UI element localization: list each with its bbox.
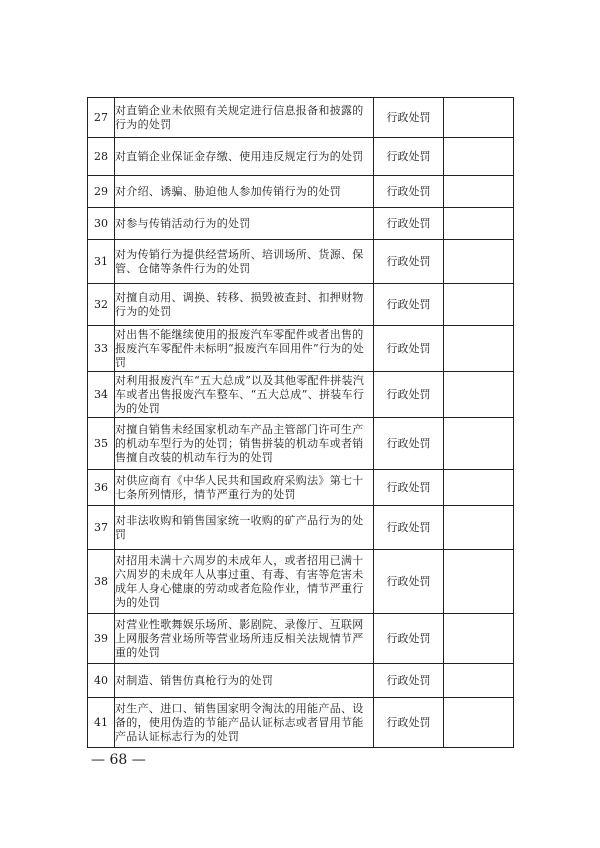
row-number: 39 [88,614,115,664]
power-type: 行政处罚 [374,698,444,748]
row-number: 35 [88,418,115,470]
remarks-cell [444,138,514,176]
remarks-cell [444,614,514,664]
power-type: 行政处罚 [374,138,444,176]
item-description: 对出售不能继续使用的报废汽车零配件或者出售的报废汽车零配件未标明“报废汽车回用件”行为的处罚 [115,326,374,372]
table-row [88,176,514,208]
power-type: 行政处罚 [374,240,444,284]
item-description: 对擅自动用、调换、转移、损毁被查封、扣押财物行为的处罚 [115,284,374,326]
table-row [88,372,514,418]
power-type: 行政处罚 [374,614,444,664]
item-description: 对非法收购和销售国家统一收购的矿产品行为的处罚 [115,506,374,550]
power-type: 行政处罚 [374,284,444,326]
row-number: 36 [88,470,115,506]
row-number: 41 [88,698,115,748]
table-row [88,240,514,284]
row-number: 31 [88,240,115,284]
item-description: 对参与传销活动行为的处罚 [115,208,374,240]
power-type: 行政处罚 [374,664,444,698]
remarks-cell [444,418,514,470]
item-description: 对直销企业保证金存缴、使用违反规定行为的处罚 [115,138,374,176]
power-type: 行政处罚 [374,208,444,240]
item-description: 对招用未满十六周岁的未成年人，或者招用已满十六周岁的未成年人从事过重、有毒、有害等危害未成年人身心健康的劳动或者危险作业，情节严重行为的处罚 [115,550,374,614]
row-number: 37 [88,506,115,550]
remarks-cell [444,176,514,208]
table-row [88,550,514,614]
row-number: 33 [88,326,115,372]
remarks-cell [444,506,514,550]
remarks-cell [444,326,514,372]
table-row [88,664,514,698]
item-description: 对生产、进口、销售国家明令淘汰的用能产品、设备的，使用伪造的节能产品认证标志或者冒用节能产品认证标志行为的处罚 [115,698,374,748]
row-number: 40 [88,664,115,698]
table-row [88,326,514,372]
item-description: 对供应商有《中华人民共和国政府采购法》第七十七条所列情形，情节严重行为的处罚 [115,470,374,506]
power-type: 行政处罚 [374,506,444,550]
item-description: 对制造、销售仿真枪行为的处罚 [115,664,374,698]
item-description: 对为传销行为提供经营场所、培训场所、货源、保管、仓储等条件行为的处罚 [115,240,374,284]
remarks-cell [444,240,514,284]
row-number: 29 [88,176,115,208]
table-row [88,698,514,748]
power-type: 行政处罚 [374,372,444,418]
remarks-cell [444,208,514,240]
power-type: 行政处罚 [374,176,444,208]
row-number: 32 [88,284,115,326]
row-number: 30 [88,208,115,240]
item-description: 对直销企业未依照有关规定进行信息报备和披露的行为的处罚 [115,98,374,138]
table-row [88,284,514,326]
power-type: 行政处罚 [374,470,444,506]
page-number: — 68 — [91,752,146,768]
table-row [88,470,514,506]
remarks-cell [444,664,514,698]
table-row [88,98,514,138]
remarks-cell [444,470,514,506]
power-type: 行政处罚 [374,98,444,138]
table-row [88,506,514,550]
item-description: 对擅自销售未经国家机动车产品主管部门许可生产的机动车型行为的处罚；销售拼装的机动车或者销售擅自改装的机动车行为的处罚 [115,418,374,470]
power-type: 行政处罚 [374,550,444,614]
row-number: 34 [88,372,115,418]
remarks-cell [444,698,514,748]
table-row [88,138,514,176]
remarks-cell [444,284,514,326]
remarks-cell [444,98,514,138]
power-list-table [87,97,514,748]
table-row [88,208,514,240]
row-number: 27 [88,98,115,138]
remarks-cell [444,550,514,614]
power-type: 行政处罚 [374,418,444,470]
item-description: 对利用报废汽车“五大总成”以及其他零配件拼装汽车或者出售报废汽车整车、“五大总成”、拼装车行为的处罚 [115,372,374,418]
table-row [88,614,514,664]
item-description: 对介绍、诱骗、胁迫他人参加传销行为的处罚 [115,176,374,208]
item-description: 对营业性歌舞娱乐场所、影剧院、录像厅、互联网上网服务营业场所等营业场所违反相关法规情节严重的处罚 [115,614,374,664]
remarks-cell [444,372,514,418]
row-number: 38 [88,550,115,614]
power-type: 行政处罚 [374,326,444,372]
table-row [88,418,514,470]
row-number: 28 [88,138,115,176]
